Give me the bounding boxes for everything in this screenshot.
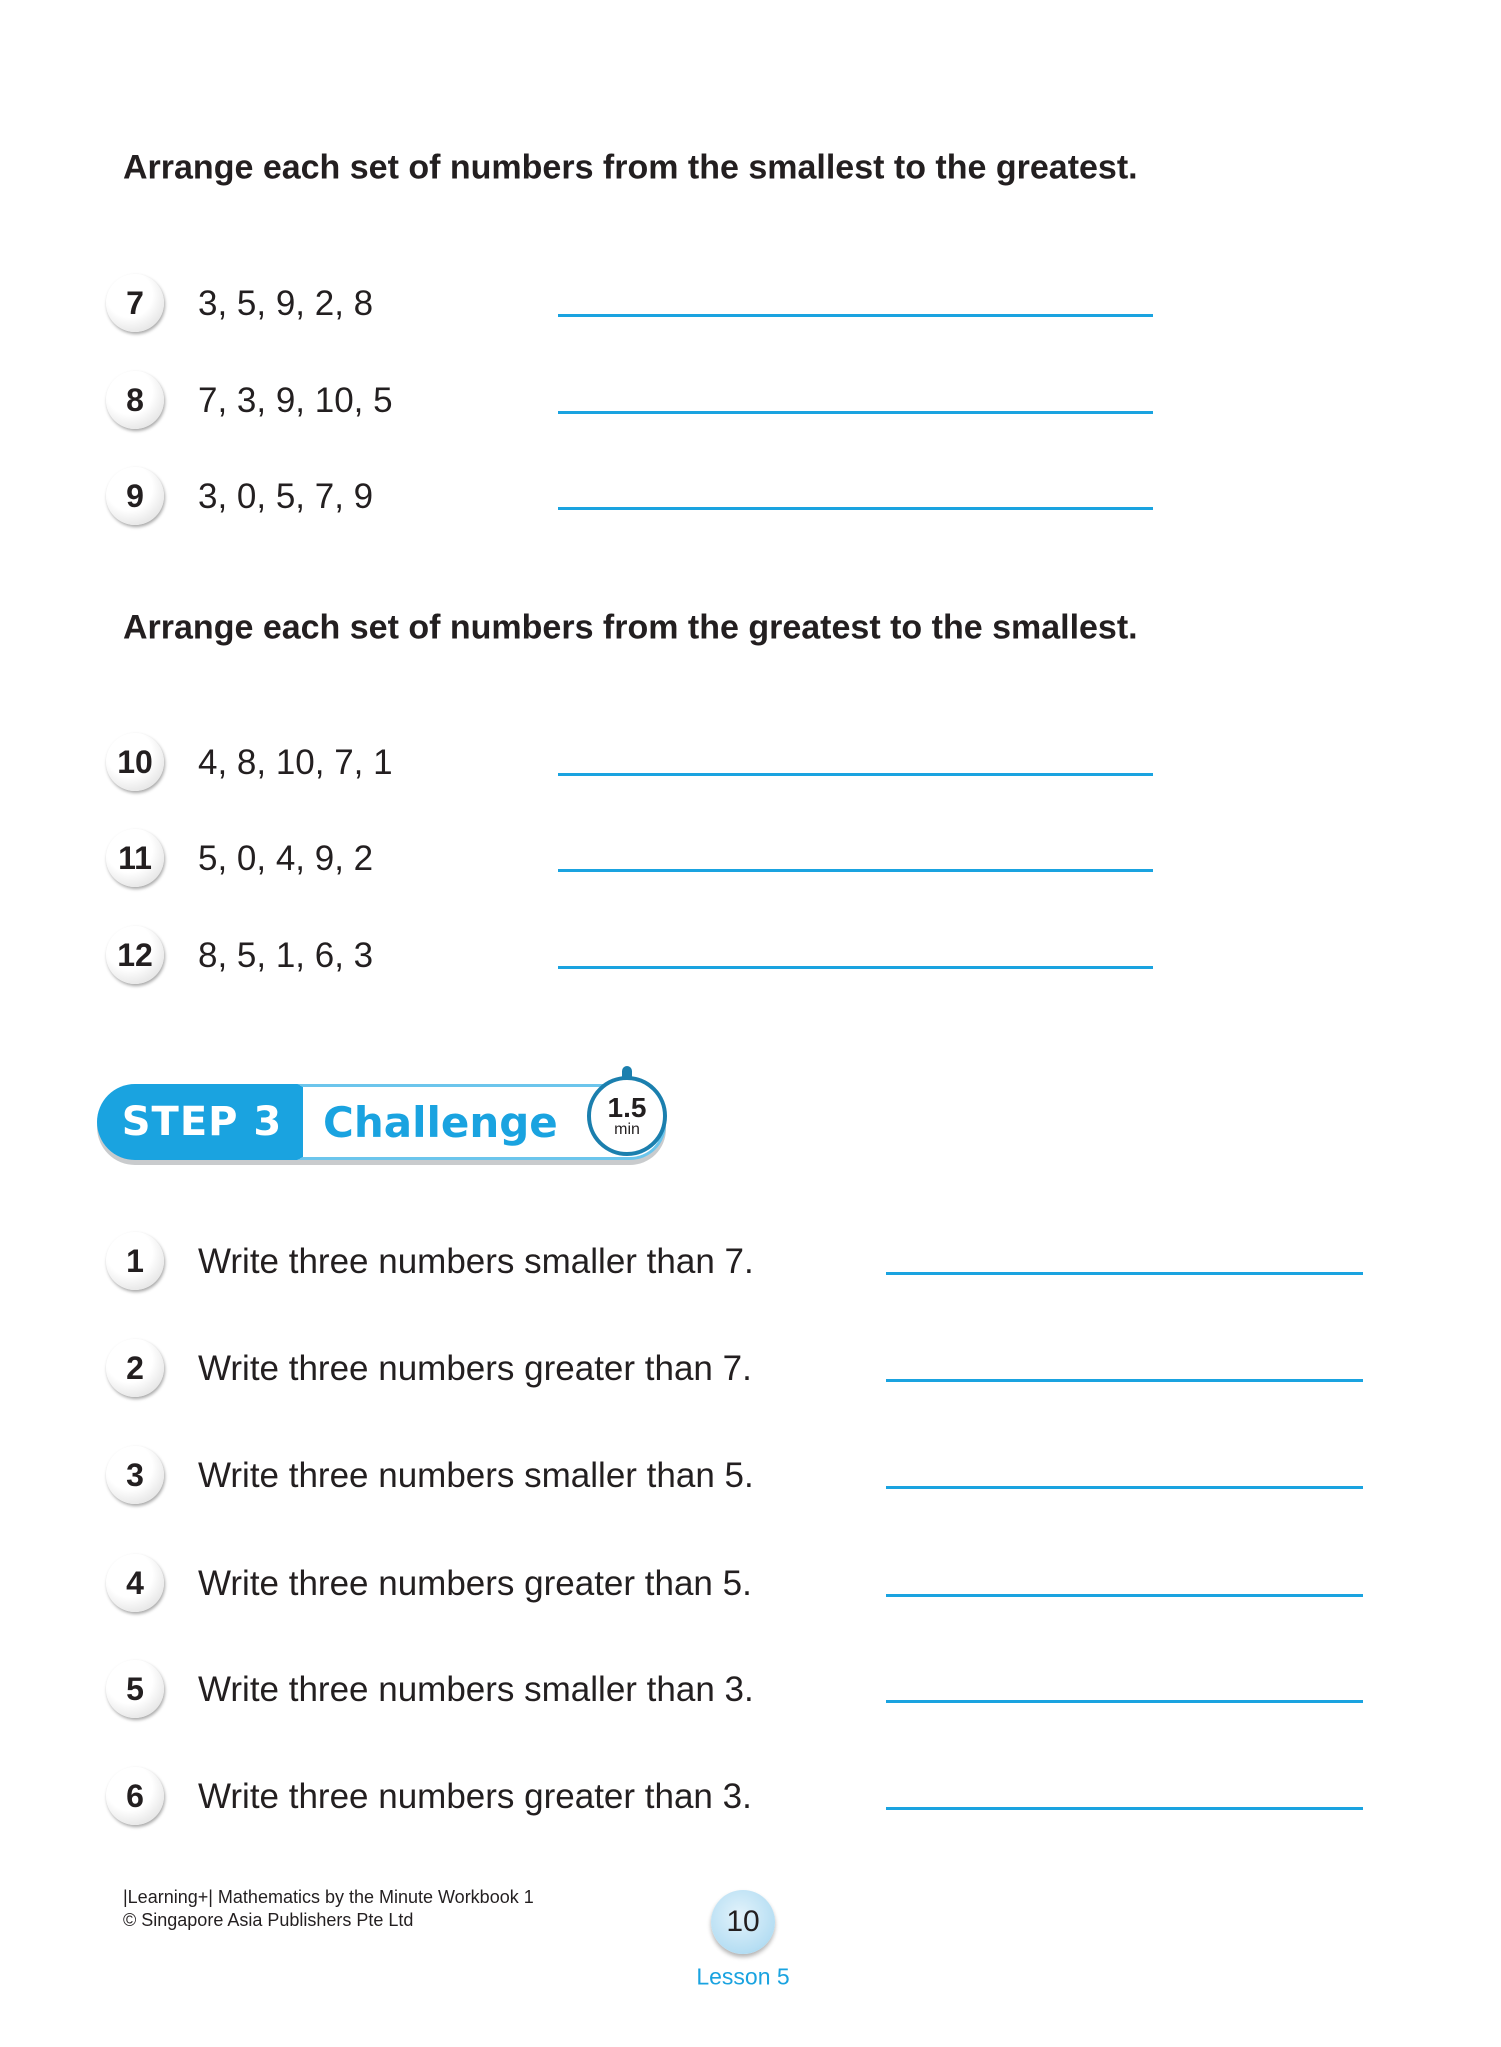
footer-copyright: © Singapore Asia Publishers Pte Ltd [123, 1910, 414, 1930]
step-label: STEP 3 [97, 1084, 307, 1160]
question-number: 3 [106, 1446, 164, 1504]
number-set: 3, 0, 5, 7, 9 [198, 477, 374, 516]
question-number: 10 [106, 733, 164, 791]
question-number: 2 [106, 1339, 164, 1397]
question-number: 12 [106, 926, 164, 984]
timer-value: 1.5 [607, 1092, 647, 1123]
answer-line[interactable] [558, 507, 1153, 510]
lesson-label: Lesson 5 [696, 1963, 790, 1990]
answer-line[interactable] [558, 869, 1153, 872]
question-number: 4 [106, 1554, 164, 1612]
question-number: 8 [106, 371, 164, 429]
answer-line[interactable] [558, 966, 1153, 969]
question-number: 1 [106, 1232, 164, 1290]
answer-line[interactable] [558, 314, 1153, 317]
question-text: Write three numbers greater than 3. [198, 1777, 752, 1816]
question-text: Write three numbers greater than 7. [198, 1349, 752, 1388]
page-number: 10 [711, 1890, 775, 1954]
instruction-greatest-to-smallest: Arrange each set of numbers from the greatest to the smallest. [123, 608, 1138, 647]
stopwatch-knob [622, 1066, 632, 1078]
question-number: 5 [106, 1660, 164, 1718]
step-banner [97, 1084, 667, 1165]
question-text: Write three numbers greater than 5. [198, 1564, 752, 1603]
step-title: Challenge [297, 1084, 666, 1160]
number-set: 5, 0, 4, 9, 2 [198, 839, 374, 878]
timer-unit: min [614, 1121, 640, 1138]
question-text: Write three numbers smaller than 7. [198, 1242, 754, 1281]
answer-line[interactable] [886, 1594, 1363, 1597]
question-text: Write three numbers smaller than 3. [198, 1670, 754, 1709]
answer-line[interactable] [886, 1807, 1363, 1810]
number-set: 3, 5, 9, 2, 8 [198, 284, 374, 323]
question-number: 7 [106, 274, 164, 332]
footer-book-title: |Learning+| Mathematics by the Minute Workbook 1 [123, 1887, 534, 1907]
answer-line[interactable] [886, 1379, 1363, 1382]
instruction-smallest-to-greatest: Arrange each set of numbers from the smallest to the greatest. [123, 148, 1138, 187]
question-number: 11 [106, 829, 164, 887]
answer-line[interactable] [558, 773, 1153, 776]
question-number: 9 [106, 467, 164, 525]
answer-line[interactable] [886, 1272, 1363, 1275]
number-set: 8, 5, 1, 6, 3 [198, 936, 374, 975]
question-text: Write three numbers smaller than 5. [198, 1456, 754, 1495]
stopwatch-icon [587, 1076, 667, 1156]
answer-line[interactable] [558, 411, 1153, 414]
answer-line[interactable] [886, 1486, 1363, 1489]
number-set: 7, 3, 9, 10, 5 [198, 381, 393, 420]
number-set: 4, 8, 10, 7, 1 [198, 743, 393, 782]
question-number: 6 [106, 1767, 164, 1825]
answer-line[interactable] [886, 1700, 1363, 1703]
